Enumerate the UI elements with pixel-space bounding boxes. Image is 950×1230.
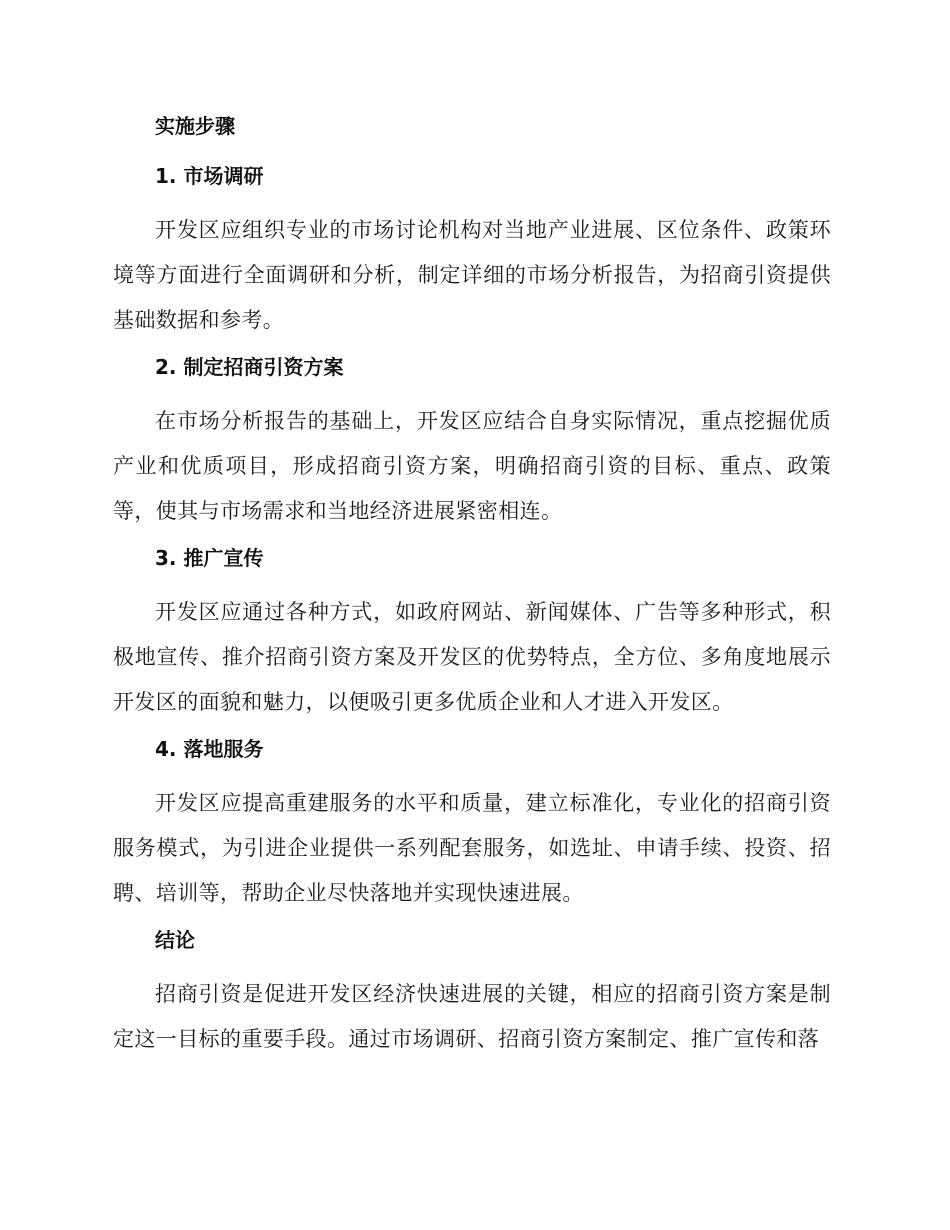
section-heading-implementation-steps: 实施步骤	[155, 114, 235, 138]
document-body	[113, 108, 831, 1068]
section-heading-promotion: 3. 推广宣传	[155, 546, 264, 570]
paragraph-landing-service: 开发区应提高重建服务的水平和质量，建立标准化，专业化的招商引资服务模式，为引进企业提供一系列配套服务，如选址、申请手续、投资、招聘、培训等，帮助企业尽快落地并实现快速进展。	[113, 791, 831, 905]
section-heading-investment-plan: 2. 制定招商引资方案	[155, 355, 344, 379]
paragraph-conclusion: 招商引资是促进开发区经济快速进展的关键，相应的招商引资方案是制定这一目标的重要手段。通过市场调研、招商引资方案制定、推广宣传和落	[113, 982, 831, 1051]
section-heading-landing-service: 4. 落地服务	[155, 737, 264, 761]
section-heading-conclusion: 结论	[155, 928, 195, 952]
paragraph-promotion: 开发区应通过各种方式，如政府网站、新闻媒体、广告等多种形式，积极地宣传、推介招商引资方案及开发区的优势特点，全方位、多角度地展示开发区的面貌和魅力，以便吸引更多优质企业和人才进入开发区。	[113, 600, 831, 714]
paragraph-market-research: 开发区应组织专业的市场讨论机构对当地产业进展、区位条件、政策环境等方面进行全面调研和分析，制定详细的市场分析报告，为招商引资提供基础数据和参考。	[113, 218, 831, 332]
paragraph-investment-plan: 在市场分析报告的基础上，开发区应结合自身实际情况，重点挖掘优质产业和优质项目，形成招商引资方案，明确招商引资的目标、重点、政策等，使其与市场需求和当地经济进展紧密相连。	[113, 409, 831, 523]
section-heading-market-research: 1. 市场调研	[155, 164, 264, 188]
